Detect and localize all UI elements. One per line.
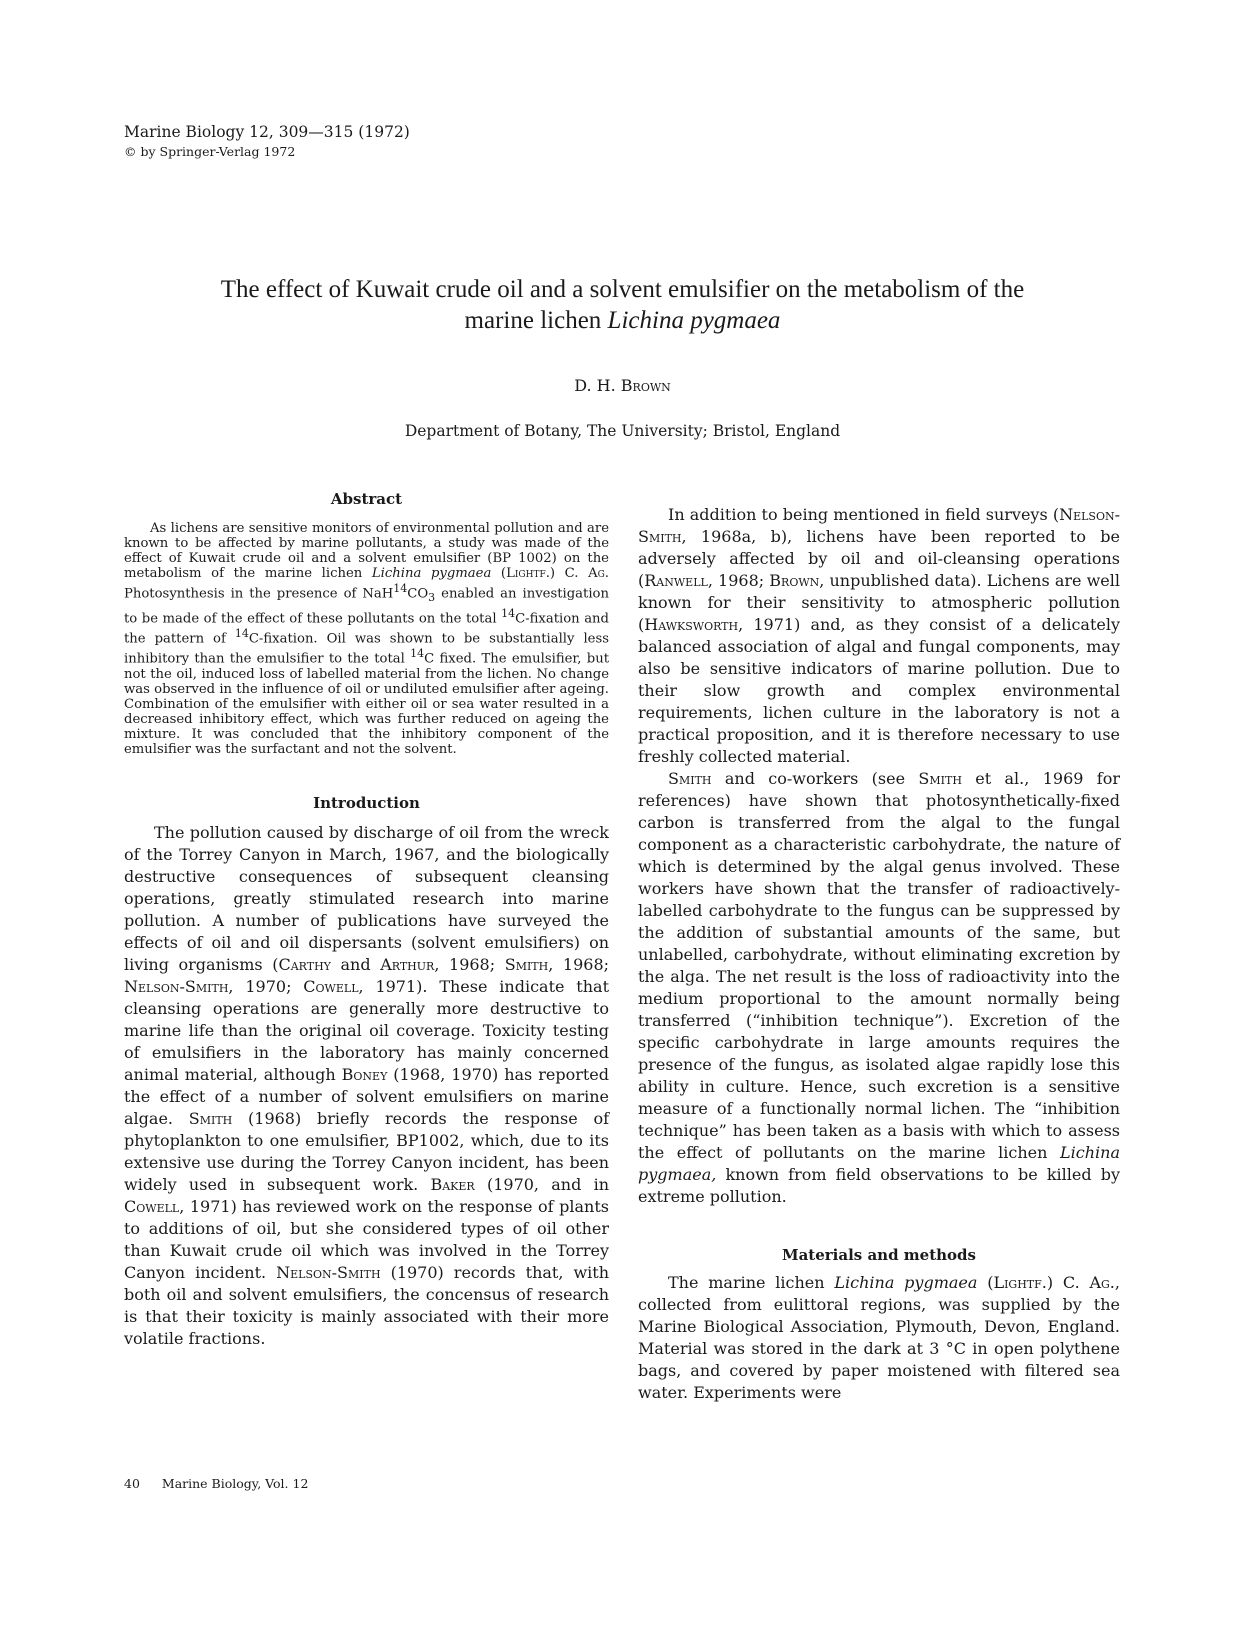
intro-ref-smith: Smith — [504, 954, 549, 974]
abstract-text-6: enabled an investigation to be made of the effect of these pollutants on the total — [124, 586, 609, 626]
methods-heading: Materials and methods — [781, 1246, 976, 1264]
p2-text-b: , 1968a, b), lichens have been reported to be adversely affected by oil and oil-cleansing operations ( — [638, 527, 1120, 590]
p4-text-c: ) C. — [1046, 1273, 1090, 1292]
abstract-text-9: C fixed. The emulsifier, but not the oil, induced loss of labelled material from the lichen. No change was observed in the influence of oil or undiluted emulsifier after ageing. Combination of the emulsifier with either oil or sea water resulted in a decreased inhibitory effect, which was further reduced on ageing the mixture. It was concluded that the inhibitory component of the emulsifier was the surfactant and not the solvent. — [124, 651, 609, 758]
intro-ref-cowell-2: Cowell — [124, 1196, 180, 1216]
abstract-paragraph — [124, 521, 609, 758]
intro-text-j: , 1971) has reviewed work on the response of plants to additions of oil, but she considered types of oil other than Kuwait crude oil which was involved in the Torrey Canyon incident. — [124, 1196, 609, 1282]
p4-text-a: The marine lichen — [668, 1273, 835, 1292]
intro-ref-cowell: Cowell — [303, 976, 359, 996]
abstract-sup-14a: 14 — [393, 582, 408, 596]
abstract-text-5: CO — [407, 586, 429, 602]
journal-header — [124, 122, 410, 162]
page-number: 40 — [124, 1476, 140, 1491]
article-title — [124, 274, 1121, 336]
p2-ref-hawksworth: Hawksworth — [644, 615, 739, 634]
introduction-paragraph — [124, 822, 609, 1350]
author — [124, 376, 1121, 395]
p4-text-d: , collected from eulittoral regions, was supplied by the Marine Biological Association, Plymouth, Devon, England. Material was stored in the dark at 3 °C in open polythene bags, and covered by paper moistened with filtered sea water. Experiments were — [638, 1273, 1120, 1402]
intro-ref-nelson-smith-2: Nelson-Smith — [276, 1262, 381, 1282]
introduction-body — [124, 822, 609, 1350]
author-surname: Brown — [620, 376, 671, 395]
title-line-1: The effect of Kuwait crude oil and a solvent emulsifier on the metabolism of the — [220, 276, 1025, 303]
intro-text-k: (1970) records that, with both oil and solvent emulsifiers, the concensus of research is that their toxicity is mainly associated with their more volatile fractions. — [124, 1262, 609, 1348]
intro-ref-smith-2: Smith — [188, 1108, 233, 1128]
p4-ag: Ag. — [1089, 1273, 1115, 1292]
p4-species: Lichina pygmaea — [834, 1273, 978, 1292]
abstract-sup-14c: 14 — [234, 626, 249, 640]
abstract-text-4: Photosynthesis in the presence of NaH — [124, 586, 394, 602]
right-column — [638, 504, 1120, 1404]
page-footer — [124, 1476, 308, 1491]
p4-authority: Lightf. — [993, 1273, 1047, 1292]
intro-text-b: and — [330, 954, 381, 974]
p2-ref-ranwell: Ranwell — [644, 571, 708, 590]
intro-text-i: (1970, and in — [474, 1174, 609, 1194]
p3-ref-smith-2: Smith — [918, 769, 962, 788]
p3-ref-smith: Smith — [668, 769, 712, 788]
intro-text-e: , 1970; — [228, 976, 304, 996]
footer-journal: Marine Biology, Vol. 12 — [161, 1476, 309, 1491]
p2-text-d: , unpublished data). Lichens are well known for their sensitivity to atmospheric pollution ( — [638, 571, 1121, 634]
body-paragraph-3 — [638, 768, 1120, 1208]
intro-text-c: , 1968; — [434, 954, 505, 974]
title-line-2-text: marine lichen — [464, 307, 608, 334]
intro-text-h: (1968) briefly records the response of phytoplankton to one emulsifier, BP1002, which, due to its extensive use during the Torrey Canyon incident, has been widely used in subsequent work. — [124, 1108, 610, 1194]
abstract-text-2: ( — [491, 566, 507, 582]
intro-ref-arthur: Arthur — [380, 954, 435, 974]
p4-text-b: ( — [977, 1273, 994, 1292]
author-initials: D. H. — [574, 376, 621, 395]
abstract-ag: Ag. — [588, 566, 609, 582]
intro-text-f: , 1971). These indicate that cleansing operations are generally more destructive to marine life than the original oil coverage. Toxicity testing of emulsifiers in the laboratory has mainly concerned animal material, although — [124, 976, 609, 1084]
p3-text-b: et al., 1969 for references) have shown that photosynthetically-fixed carbon is transferred from the algal to the fungal component as a characteristic carbohydrate, the nature of which is determined by the algal genus involved. These workers have shown that the transfer of radioactively-labelled carbohydrate to the fungus can be suppressed by the addition of substantial amounts of the same, but unlabelled, carbohydrate, without eliminating excretion by the alga. The net result is the loss of radioactivity into the medium proportional to the amount normally being transferred (“inhibition technique”). Excretion of the specific carbohydrate in large amounts requires the presence of the fungus, as isolated algae rapidly lose this ability in culture. Hence, such excretion is a sensitive measure of a functionally normal lichen. The “inhibition technique” has been taken as a basis with which to assess the effect of pollutants on the marine lichen — [638, 769, 1120, 1162]
left-column — [124, 490, 609, 1350]
abstract-sup-14b: 14 — [501, 606, 516, 620]
intro-ref-boney: Boney — [341, 1064, 388, 1084]
p2-ref-nelson-smith: Nelson-Smith — [638, 505, 1120, 546]
intro-ref-carthy: Carthy — [278, 954, 331, 974]
p2-ref-brown: Brown — [769, 571, 820, 590]
abstract-species: Lichina pygmaea — [371, 566, 492, 582]
abstract-authority: Lightf. — [506, 566, 550, 582]
intro-text-g: (1968, 1970) has reported the effect of a number of solvent emulsifiers on marine algae. — [124, 1064, 609, 1128]
abstract-text-3: ) C. — [549, 566, 589, 582]
p2-text-e: , 1971) and, as they consist of a delicately balanced association of algal and fungal components, may also be sensitive indicators of marine pollution. Due to their slow growth and complex environmental requirements, lichen culture in the laboratory is not a practical proposition, and it is therefore necessary to use freshly collected material. — [638, 615, 1120, 766]
body-paragraph-2 — [638, 504, 1120, 768]
p3-text-c: known from field observations to be killed by extreme pollution. — [638, 1165, 1120, 1206]
intro-text-a: The pollution caused by discharge of oil from the wreck of the Torrey Canyon in March, 1967, and the biologically destructive consequences of subsequent cleansing operations, greatly stimulated research into marine pollution. A number of publications have surveyed the effects of oil and oil dispersants (solvent emulsifiers) on living organisms ( — [124, 822, 609, 974]
abstract-sub-3: 3 — [428, 591, 436, 605]
p3-text-a: and co-workers (see — [711, 769, 919, 788]
abstract-text-8: C-fixation. Oil was shown to be substantially less inhibitory than the emulsifier to the total — [124, 631, 609, 667]
title-species: Lichina pygmaea — [607, 307, 781, 334]
introduction-heading: Introduction — [313, 793, 420, 812]
p3-species: Lichina pygmaea, — [638, 1143, 1120, 1184]
intro-ref-nelson-smith: Nelson-Smith — [124, 976, 229, 996]
title-line-2 — [124, 305, 1121, 336]
abstract-text-7: C-fixation and the pattern of — [124, 610, 609, 647]
body-paragraph-4 — [638, 1272, 1120, 1404]
abstract-sup-14d: 14 — [410, 647, 425, 661]
abstract-heading: Abstract — [330, 490, 403, 508]
affiliation: Department of Botany, The University; Bristol, England — [404, 422, 841, 440]
copyright-notice: © by Springer-Verlag 1972 — [124, 144, 296, 159]
abstract-body — [124, 521, 609, 758]
p2-text-a: In addition to being mentioned in field surveys ( — [668, 505, 1060, 524]
abstract-text-1: As lichens are sensitive monitors of environmental pollution and are known to be affected by marine pollutants, a study was made of the effect of Kuwait crude oil and a solvent emulsifier (BP 1002) on the metabolism of the marine lichen — [124, 521, 609, 582]
journal-citation: Marine Biology 12, 309—315 (1972) — [124, 123, 410, 141]
intro-text-d: , 1968; — [548, 954, 610, 974]
p2-text-c: , 1968; — [707, 571, 770, 590]
intro-ref-baker: Baker — [430, 1174, 475, 1194]
